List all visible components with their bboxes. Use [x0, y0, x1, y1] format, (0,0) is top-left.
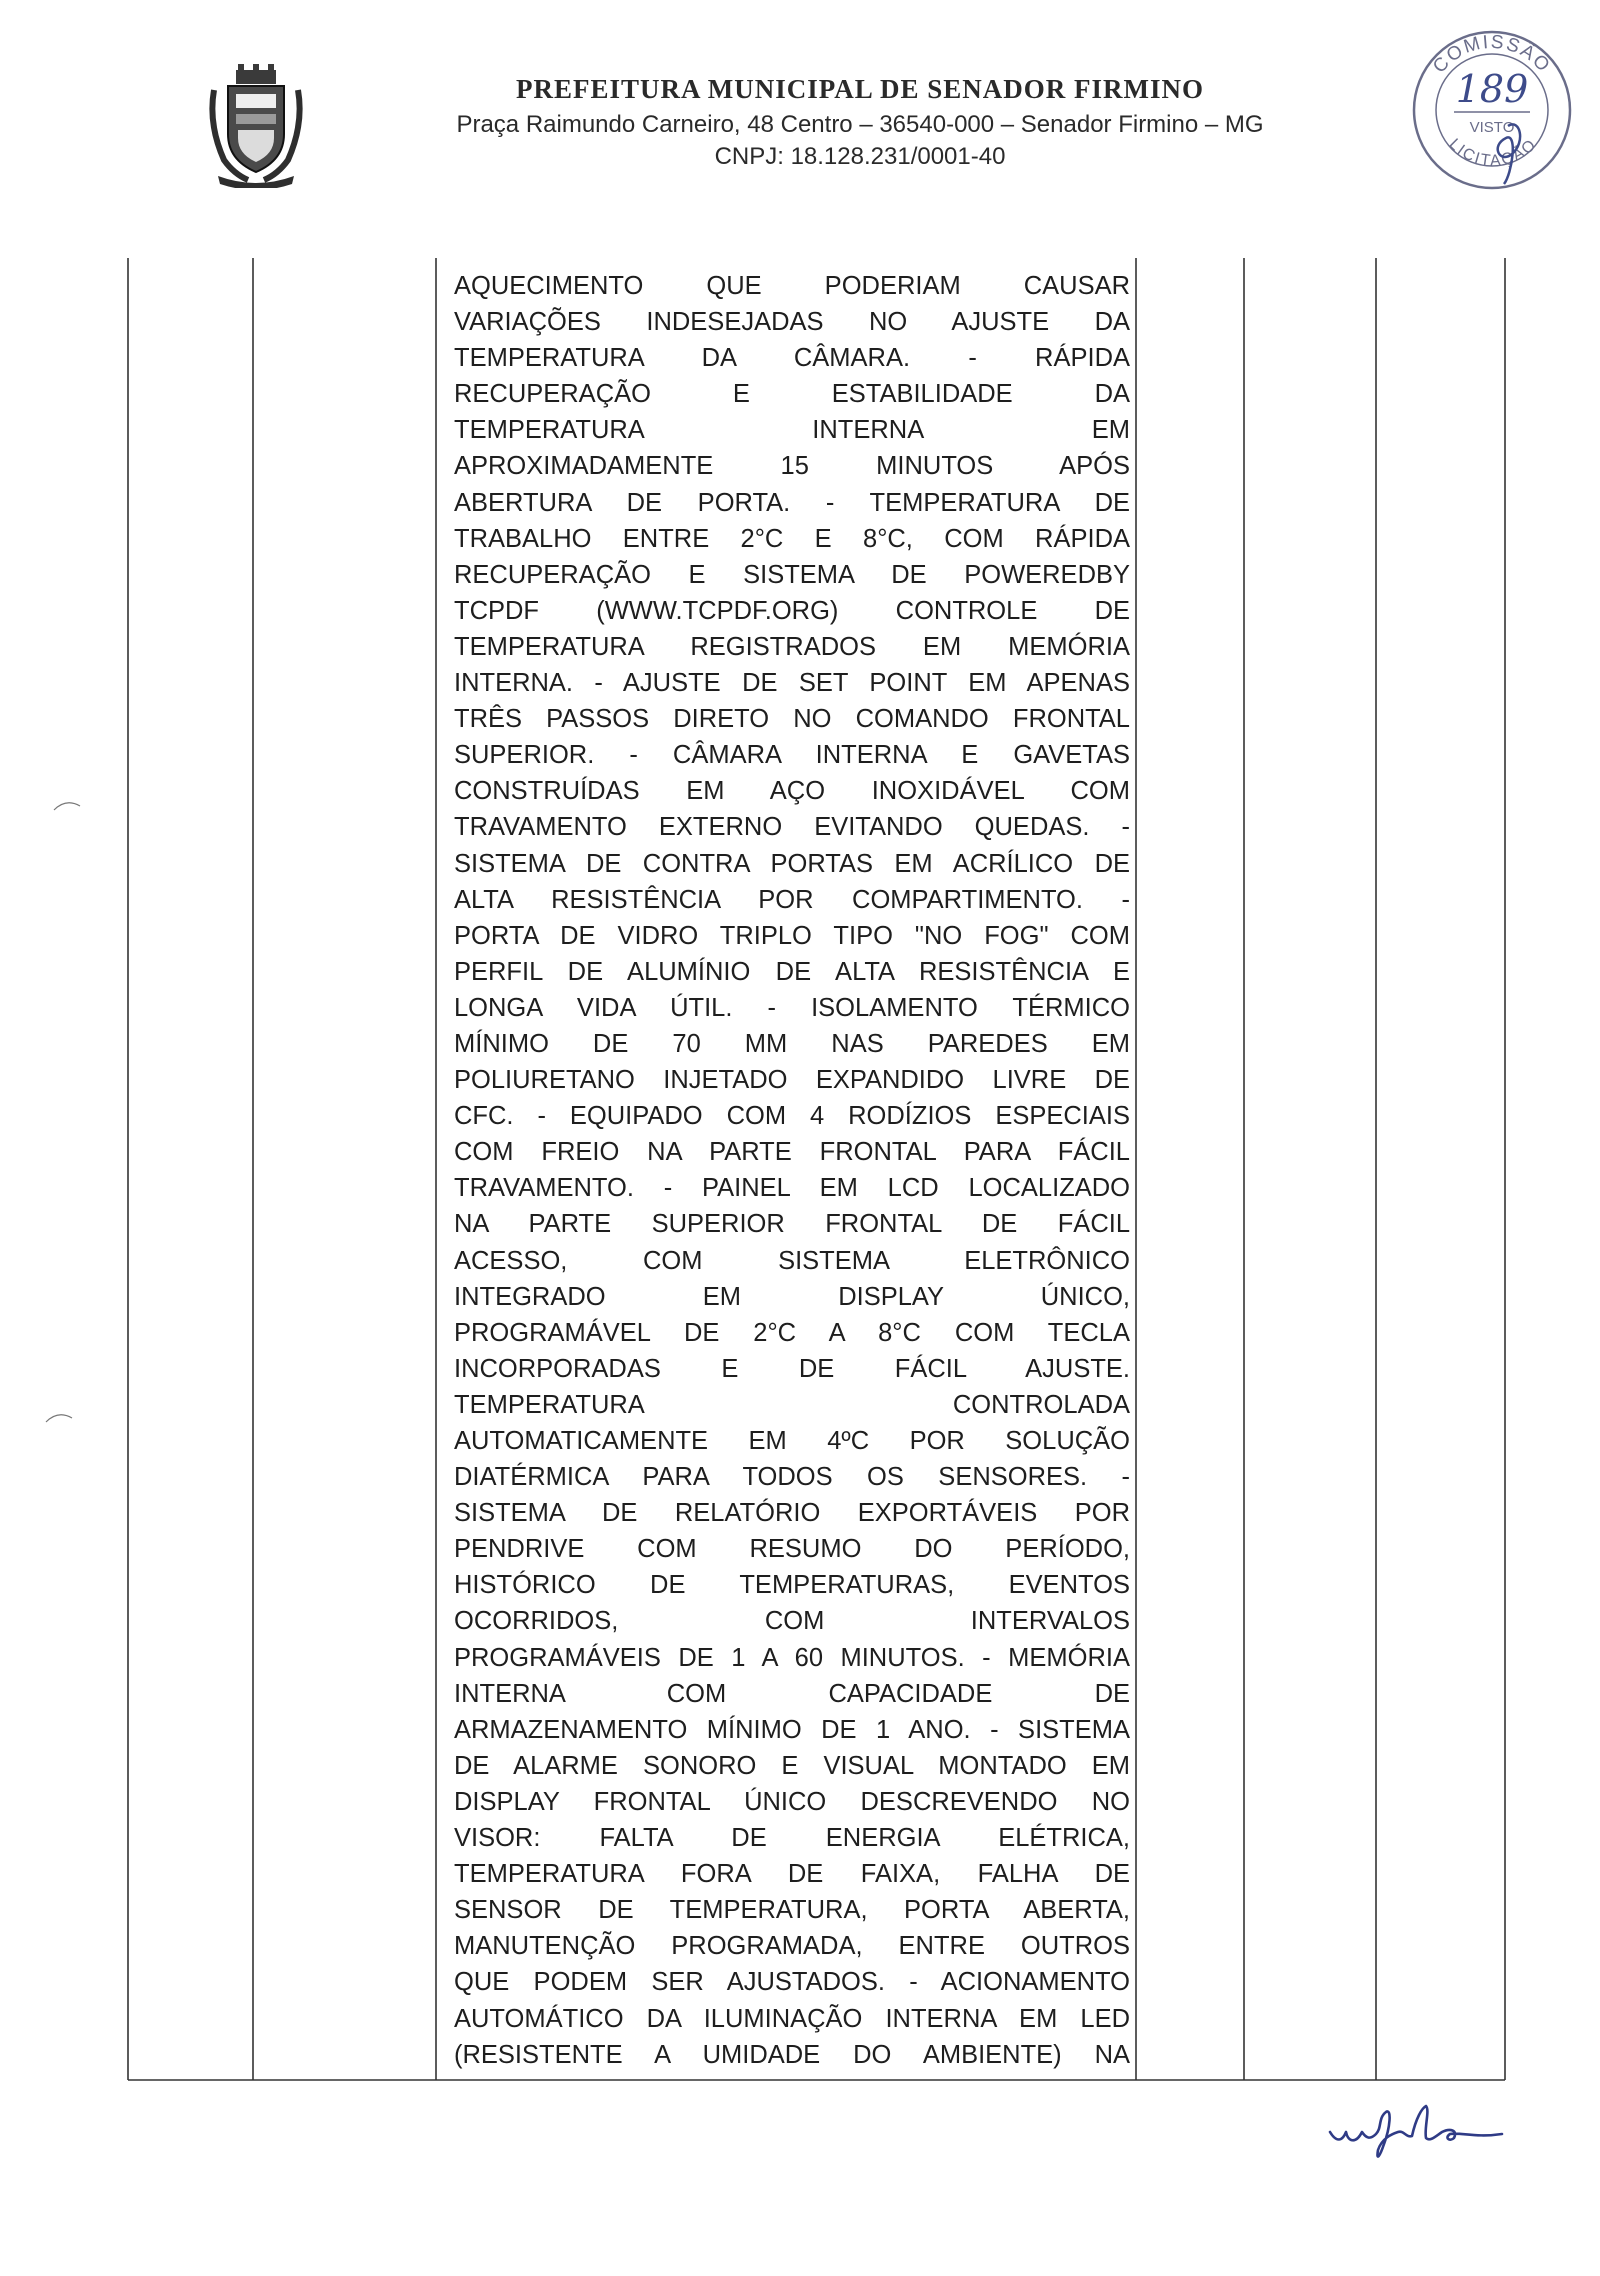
- organization-address: Praça Raimundo Carneiro, 48 Centro – 36540-000 – Senador Firmino – MG: [456, 111, 1264, 138]
- description-line: PERFIL DE ALUMÍNIO DE ALTA RESISTÊNCIA E: [454, 957, 1130, 986]
- svg-text:LICITAÇÃO: [1446, 136, 1541, 170]
- description-line: SENSOR DE TEMPERATURA, PORTA ABERTA,: [454, 1896, 1130, 1925]
- description-line: TEMPERATURA FORA DE FAIXA, FALHA DE: [454, 1860, 1130, 1889]
- description-line: PENDRIVE COM RESUMO DO PERÍODO,: [454, 1535, 1130, 1564]
- description-line: TEMPERATURA CONTROLADA: [454, 1390, 1130, 1419]
- description-line: APROXIMADAMENTE 15 MINUTOS APÓS: [454, 452, 1130, 481]
- stamp-bottom-text: LICITAÇÃO: [1445, 135, 1541, 170]
- item-description-cell: [454, 268, 1130, 2073]
- description-line: MÍNIMO DE 70 MM NAS PAREDES EM: [454, 1029, 1130, 1058]
- organization-cnpj: CNPJ: 18.128.231/0001-40: [714, 143, 1006, 170]
- description-line: AQUECIMENTO QUE PODERIAM CAUSAR: [454, 272, 1130, 300]
- description-line: POLIURETANO INJETADO EXPANDIDO LIVRE DE: [454, 1066, 1130, 1095]
- description-line: DE ALARME SONORO E VISUAL MONTADO EM: [454, 1751, 1130, 1780]
- description-line: RECUPERAÇÃO E SISTEMA DE POWEREDBY: [454, 560, 1130, 589]
- stamp-number: 189: [1455, 67, 1529, 111]
- description-line: AUTOMATICAMENTE EM 4ºC POR SOLUÇÃO: [454, 1427, 1130, 1455]
- description-line: (RESISTENTE A UMIDADE DO AMBIENTE) NA: [454, 2040, 1130, 2069]
- description-line: PROGRAMÁVEIS DE 1 A 60 MINUTOS. - MEMÓRIA: [454, 1643, 1130, 1672]
- description-line: CONSTRUÍDAS EM AÇO INOXIDÁVEL COM: [454, 777, 1130, 806]
- description-line: SISTEMA DE RELATÓRIO EXPORTÁVEIS POR: [454, 1499, 1130, 1528]
- description-line: RECUPERAÇÃO E ESTABILIDADE DA: [454, 380, 1130, 409]
- organization-name: PREFEITURA MUNICIPAL DE SENADOR FIRMINO: [515, 74, 1205, 104]
- description-line: OCORRIDOS, COM INTERVALOS: [454, 1607, 1130, 1636]
- description-line: HISTÓRICO DE TEMPERATURAS, EVENTOS: [454, 1571, 1130, 1600]
- description-line: COM FREIO NA PARTE FRONTAL PARA FÁCIL: [454, 1138, 1130, 1167]
- description-line: ABERTURA DE PORTA. - TEMPERATURA DE: [454, 488, 1130, 517]
- description-line: INTERNA COM CAPACIDADE DE: [454, 1679, 1130, 1708]
- description-line: LONGA VIDA ÚTIL. - ISOLAMENTO TÉRMICO: [454, 993, 1130, 1022]
- handwritten-signature-icon: [1326, 2098, 1516, 2168]
- description-line: TRÊS PASSOS DIRETO NO COMANDO FRONTAL: [454, 705, 1130, 734]
- description-line: VARIAÇÕES INDESEJADAS NO AJUSTE DA: [454, 308, 1130, 337]
- description-line: PORTA DE VIDRO TRIPLO TIPO "NO FOG" COM: [454, 921, 1130, 950]
- description-line: VISOR: FALTA DE ENERGIA ELÉTRICA,: [454, 1824, 1130, 1853]
- description-line: DISPLAY FRONTAL ÚNICO DESCREVENDO NO: [454, 1787, 1130, 1816]
- stamp-top-text: COMISSÃO: [1429, 31, 1555, 78]
- description-line: INTERNA. - AJUSTE DE SET POINT EM APENAS: [454, 669, 1130, 698]
- description-line: CFC. - EQUIPADO COM 4 RODÍZIOS ESPECIAIS: [454, 1102, 1130, 1131]
- description-line: ACESSO, COM SISTEMA ELETRÔNICO: [454, 1246, 1130, 1275]
- description-line: TEMPERATURA INTERNA EM: [454, 416, 1130, 445]
- description-line: TCPDF (WWW.TCPDF.ORG) CONTROLE DE: [454, 596, 1130, 625]
- description-line: TEMPERATURA REGISTRADOS EM MEMÓRIA: [454, 632, 1130, 661]
- description-line: NA PARTE SUPERIOR FRONTAL DE FÁCIL: [454, 1210, 1130, 1239]
- margin-mark: [44, 1410, 74, 1424]
- description-line: TEMPERATURA DA CÂMARA. - RÁPIDA: [454, 344, 1130, 373]
- margin-mark: [52, 798, 82, 812]
- description-line: ARMAZENAMENTO MÍNIMO DE 1 ANO. - SISTEMA: [454, 1715, 1130, 1744]
- description-line: SISTEMA DE CONTRA PORTAS EM ACRÍLICO DE: [454, 849, 1130, 878]
- letterhead: [330, 74, 1390, 171]
- description-line: QUE PODEM SER AJUSTADOS. - ACIONAMENTO: [454, 1968, 1130, 1997]
- description-line: PROGRAMÁVEL DE 2°C A 8°C COM TECLA: [454, 1318, 1130, 1347]
- description-line: TRABALHO ENTRE 2°C E 8°C, COM RÁPIDA: [454, 524, 1130, 553]
- stamp-middle-text: VISTO: [1469, 119, 1515, 136]
- description-line: SUPERIOR. - CÂMARA INTERNA E GAVETAS: [454, 741, 1130, 770]
- description-line: DIATÉRMICA PARA TODOS OS SENSORES. -: [454, 1463, 1130, 1492]
- description-line: INCORPORADAS E DE FÁCIL AJUSTE.: [454, 1354, 1130, 1383]
- commission-stamp-icon: [1408, 14, 1576, 198]
- description-line: TRAVAMENTO EXTERNO EVITANDO QUEDAS. -: [454, 813, 1130, 842]
- description-line: TRAVAMENTO. - PAINEL EM LCD LOCALIZADO: [454, 1174, 1130, 1203]
- description-line: MANUTENÇÃO PROGRAMADA, ENTRE OUTROS: [454, 1932, 1130, 1961]
- description-line: AUTOMÁTICO DA ILUMINAÇÃO INTERNA EM LED: [454, 2004, 1130, 2033]
- description-line: INTEGRADO EM DISPLAY ÚNICO,: [454, 1282, 1130, 1311]
- description-line: ALTA RESISTÊNCIA POR COMPARTIMENTO. -: [454, 885, 1130, 914]
- coat-of-arms-icon: [208, 64, 304, 188]
